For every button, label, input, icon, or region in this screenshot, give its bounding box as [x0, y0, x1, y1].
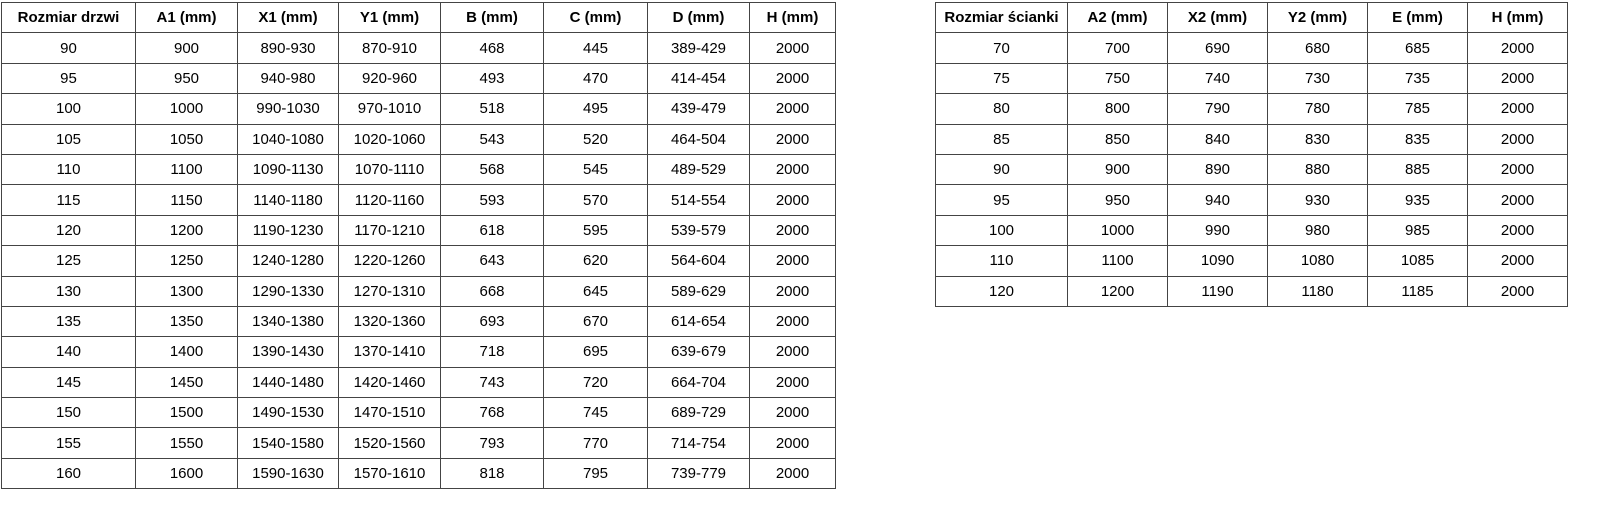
table-row [936, 154, 1568, 184]
table-cell: 90 [2, 33, 136, 63]
table-cell: 1300 [136, 276, 238, 306]
table-cell: 545 [544, 154, 648, 184]
door-size-table [1, 2, 836, 489]
table-cell: 2000 [1468, 185, 1568, 215]
table-cell: 1200 [136, 215, 238, 245]
table-cell: 140 [2, 337, 136, 367]
table-cell: 595 [544, 215, 648, 245]
table-cell: 414-454 [648, 63, 750, 93]
table-cell: 564-604 [648, 246, 750, 276]
table-cell: 125 [2, 246, 136, 276]
table-cell: 735 [1368, 63, 1468, 93]
table-cell: 1520-1560 [339, 428, 441, 458]
table-row [2, 458, 836, 488]
table-cell: 1100 [136, 154, 238, 184]
header-row [2, 3, 836, 33]
table-cell: 445 [544, 33, 648, 63]
table-cell: 2000 [1468, 33, 1568, 63]
table-row [2, 124, 836, 154]
table-cell: 570 [544, 185, 648, 215]
table-cell: 743 [441, 367, 544, 397]
table-cell: 2000 [750, 33, 836, 63]
table-cell: 115 [2, 185, 136, 215]
table-cell: 543 [441, 124, 544, 154]
table-cell: 1140-1180 [238, 185, 339, 215]
table-cell: 145 [2, 367, 136, 397]
table-cell: 2000 [750, 458, 836, 488]
table-cell: 2000 [1468, 124, 1568, 154]
table-cell: 1390-1430 [238, 337, 339, 367]
table-cell: 645 [544, 276, 648, 306]
table-cell: 1450 [136, 367, 238, 397]
table-cell: 1050 [136, 124, 238, 154]
table-cell: 2000 [750, 398, 836, 428]
table-cell: 990 [1168, 215, 1268, 245]
table-cell: 2000 [750, 367, 836, 397]
table-cell: 935 [1368, 185, 1468, 215]
table-cell: 870-910 [339, 33, 441, 63]
table-cell: 1370-1410 [339, 337, 441, 367]
table-row [936, 63, 1568, 93]
table-cell: 1040-1080 [238, 124, 339, 154]
table-cell: 890-930 [238, 33, 339, 63]
column-header: E (mm) [1368, 3, 1468, 33]
table-cell: 468 [441, 33, 544, 63]
table-cell: 1085 [1368, 246, 1468, 276]
table-cell: 730 [1268, 63, 1368, 93]
table-cell: 685 [1368, 33, 1468, 63]
table-cell: 785 [1368, 94, 1468, 124]
table-cell: 1220-1260 [339, 246, 441, 276]
table-cell: 1000 [136, 94, 238, 124]
table-cell: 95 [2, 63, 136, 93]
table-cell: 2000 [1468, 246, 1568, 276]
table-cell: 940 [1168, 185, 1268, 215]
table-cell: 740 [1168, 63, 1268, 93]
table-cell: 2000 [1468, 276, 1568, 306]
table-cell: 2000 [750, 215, 836, 245]
column-header: Rozmiar ścianki [936, 3, 1068, 33]
table-row [936, 185, 1568, 215]
table-cell: 664-704 [648, 367, 750, 397]
column-header: Y2 (mm) [1268, 3, 1368, 33]
table-cell: 700 [1068, 33, 1168, 63]
table-cell: 1180 [1268, 276, 1368, 306]
table-cell: 790 [1168, 94, 1268, 124]
table-cell: 1190-1230 [238, 215, 339, 245]
table-cell: 780 [1268, 94, 1368, 124]
table-cell: 1440-1480 [238, 367, 339, 397]
table-cell: 1070-1110 [339, 154, 441, 184]
table-cell: 1020-1060 [339, 124, 441, 154]
table-cell: 970-1010 [339, 94, 441, 124]
table-cell: 1540-1580 [238, 428, 339, 458]
table-row [936, 215, 1568, 245]
table-cell: 880 [1268, 154, 1368, 184]
table-row [2, 276, 836, 306]
column-header: C (mm) [544, 3, 648, 33]
table-cell: 940-980 [238, 63, 339, 93]
table-cell: 620 [544, 246, 648, 276]
table-cell: 2000 [1468, 154, 1568, 184]
table-cell: 668 [441, 276, 544, 306]
table-cell: 795 [544, 458, 648, 488]
column-header: X2 (mm) [1168, 3, 1268, 33]
header-row [936, 3, 1568, 33]
table-cell: 980 [1268, 215, 1368, 245]
column-header: Rozmiar drzwi [2, 3, 136, 33]
table-cell: 689-729 [648, 398, 750, 428]
table-cell: 830 [1268, 124, 1368, 154]
table-cell: 85 [936, 124, 1068, 154]
table-cell: 2000 [750, 94, 836, 124]
table-cell: 2000 [750, 428, 836, 458]
table-cell: 100 [2, 94, 136, 124]
table-cell: 1550 [136, 428, 238, 458]
table-cell: 1185 [1368, 276, 1468, 306]
table-cell: 520 [544, 124, 648, 154]
table-row [936, 33, 1568, 63]
table-cell: 618 [441, 215, 544, 245]
column-header: X1 (mm) [238, 3, 339, 33]
table-row [2, 63, 836, 93]
table-row [936, 124, 1568, 154]
table-cell: 1470-1510 [339, 398, 441, 428]
table-cell: 920-960 [339, 63, 441, 93]
table-cell: 100 [936, 215, 1068, 245]
table-cell: 693 [441, 306, 544, 336]
table-cell: 120 [936, 276, 1068, 306]
table-cell: 2000 [750, 276, 836, 306]
column-header: B (mm) [441, 3, 544, 33]
table-row [2, 398, 836, 428]
table-cell: 890 [1168, 154, 1268, 184]
table-cell: 489-529 [648, 154, 750, 184]
table-cell: 750 [1068, 63, 1168, 93]
table-cell: 990-1030 [238, 94, 339, 124]
table-cell: 1420-1460 [339, 367, 441, 397]
table-cell: 2000 [750, 246, 836, 276]
column-header: H (mm) [750, 3, 836, 33]
table-cell: 1340-1380 [238, 306, 339, 336]
table-cell: 2000 [750, 337, 836, 367]
table-cell: 1600 [136, 458, 238, 488]
table-cell: 2000 [750, 124, 836, 154]
table-cell: 2000 [750, 185, 836, 215]
table-cell: 1240-1280 [238, 246, 339, 276]
table-cell: 75 [936, 63, 1068, 93]
table-cell: 1090 [1168, 246, 1268, 276]
table-cell: 95 [936, 185, 1068, 215]
table-cell: 639-679 [648, 337, 750, 367]
table-cell: 70 [936, 33, 1068, 63]
table-cell: 835 [1368, 124, 1468, 154]
table-cell: 1590-1630 [238, 458, 339, 488]
column-header: H (mm) [1468, 3, 1568, 33]
table-cell: 1570-1610 [339, 458, 441, 488]
table-cell: 950 [136, 63, 238, 93]
table-cell: 800 [1068, 94, 1168, 124]
table-cell: 120 [2, 215, 136, 245]
table-cell: 1200 [1068, 276, 1168, 306]
table-cell: 985 [1368, 215, 1468, 245]
table-cell: 495 [544, 94, 648, 124]
table-cell: 105 [2, 124, 136, 154]
table-cell: 718 [441, 337, 544, 367]
table-row [2, 306, 836, 336]
table-cell: 110 [2, 154, 136, 184]
table-row [2, 428, 836, 458]
table-cell: 2000 [1468, 94, 1568, 124]
table-cell: 1500 [136, 398, 238, 428]
table-cell: 80 [936, 94, 1068, 124]
table-cell: 568 [441, 154, 544, 184]
table-cell: 539-579 [648, 215, 750, 245]
table-cell: 680 [1268, 33, 1368, 63]
table-cell: 643 [441, 246, 544, 276]
table-cell: 1080 [1268, 246, 1368, 276]
table-cell: 1270-1310 [339, 276, 441, 306]
table-cell: 439-479 [648, 94, 750, 124]
table-cell: 930 [1268, 185, 1368, 215]
table-cell: 2000 [1468, 215, 1568, 245]
table-cell: 2000 [1468, 63, 1568, 93]
table-cell: 464-504 [648, 124, 750, 154]
column-header: Y1 (mm) [339, 3, 441, 33]
table-cell: 518 [441, 94, 544, 124]
table-row [936, 246, 1568, 276]
table-cell: 150 [2, 398, 136, 428]
table-cell: 389-429 [648, 33, 750, 63]
column-header: A2 (mm) [1068, 3, 1168, 33]
table-cell: 130 [2, 276, 136, 306]
table-cell: 90 [936, 154, 1068, 184]
table-cell: 614-654 [648, 306, 750, 336]
table-cell: 770 [544, 428, 648, 458]
column-header: D (mm) [648, 3, 750, 33]
table-row [2, 367, 836, 397]
table-cell: 768 [441, 398, 544, 428]
table-cell: 745 [544, 398, 648, 428]
table-cell: 160 [2, 458, 136, 488]
table-cell: 1150 [136, 185, 238, 215]
table-cell: 840 [1168, 124, 1268, 154]
table-cell: 493 [441, 63, 544, 93]
table-cell: 695 [544, 337, 648, 367]
table-cell: 885 [1368, 154, 1468, 184]
table-cell: 2000 [750, 63, 836, 93]
table-row [2, 94, 836, 124]
table-row [2, 33, 836, 63]
table-cell: 670 [544, 306, 648, 336]
table-cell: 589-629 [648, 276, 750, 306]
table-cell: 1290-1330 [238, 276, 339, 306]
table-cell: 593 [441, 185, 544, 215]
table-cell: 739-779 [648, 458, 750, 488]
column-header: A1 (mm) [136, 3, 238, 33]
table-cell: 110 [936, 246, 1068, 276]
table-cell: 720 [544, 367, 648, 397]
table-cell: 1490-1530 [238, 398, 339, 428]
table-cell: 1170-1210 [339, 215, 441, 245]
table-cell: 714-754 [648, 428, 750, 458]
table-cell: 155 [2, 428, 136, 458]
table-row [936, 276, 1568, 306]
table-cell: 1320-1360 [339, 306, 441, 336]
table-cell: 1190 [1168, 276, 1268, 306]
table-cell: 1000 [1068, 215, 1168, 245]
table-cell: 2000 [750, 154, 836, 184]
table-row [2, 337, 836, 367]
table-cell: 1120-1160 [339, 185, 441, 215]
table-row [2, 215, 836, 245]
table-cell: 850 [1068, 124, 1168, 154]
table-cell: 2000 [750, 306, 836, 336]
table-cell: 1090-1130 [238, 154, 339, 184]
table-cell: 900 [136, 33, 238, 63]
table-cell: 1250 [136, 246, 238, 276]
table-cell: 818 [441, 458, 544, 488]
table-cell: 950 [1068, 185, 1168, 215]
table-row [2, 246, 836, 276]
table-cell: 1100 [1068, 246, 1168, 276]
table-cell: 470 [544, 63, 648, 93]
wall-size-table [935, 2, 1568, 307]
table-row [936, 94, 1568, 124]
table-cell: 690 [1168, 33, 1268, 63]
table-cell: 900 [1068, 154, 1168, 184]
table-cell: 514-554 [648, 185, 750, 215]
table-cell: 135 [2, 306, 136, 336]
table-cell: 1400 [136, 337, 238, 367]
table-cell: 793 [441, 428, 544, 458]
table-row [2, 185, 836, 215]
table-row [2, 154, 836, 184]
table-cell: 1350 [136, 306, 238, 336]
